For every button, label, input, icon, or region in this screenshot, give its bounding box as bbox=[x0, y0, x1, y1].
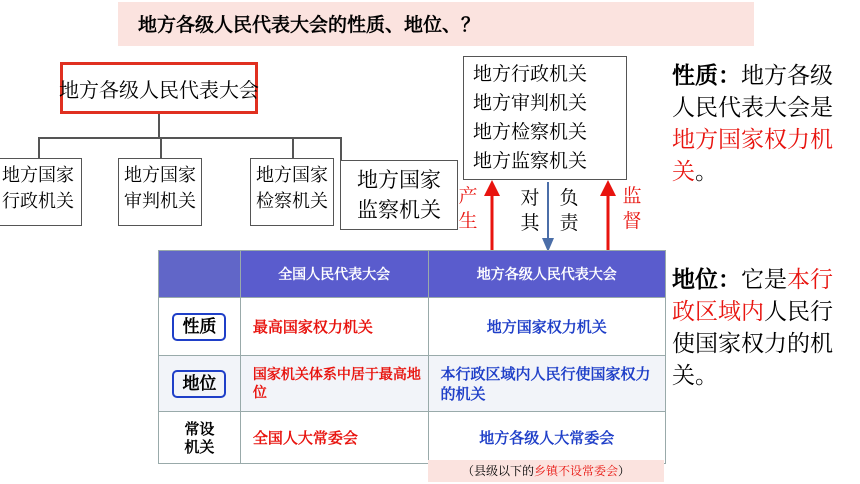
label-fu: 负 bbox=[559, 187, 579, 209]
header-national: 全国人民代表大会 bbox=[240, 251, 428, 298]
label-qi: 其 bbox=[520, 212, 540, 234]
branch-4 bbox=[340, 137, 342, 161]
row-label-standing: 常设机关 bbox=[159, 412, 241, 464]
table-footnote: （县级以下的乡镇不设常委会） bbox=[428, 460, 664, 482]
sub-box-procuratorial: 地方国家 检察机关 bbox=[250, 158, 334, 226]
status-label: 地位 bbox=[672, 267, 718, 293]
row-label-status: 地位 bbox=[172, 370, 226, 398]
sub-box-judicial: 地方国家 审判机关 bbox=[118, 158, 202, 226]
table-row bbox=[159, 412, 666, 464]
table-header-row bbox=[159, 251, 666, 298]
branch-3 bbox=[292, 137, 294, 159]
status-paragraph: 地位：它是本行政区域内人民行使国家权力的机关。 bbox=[672, 267, 833, 389]
label-jian: 监 bbox=[622, 185, 642, 207]
sub-box-supervisory: 地方国家 监察机关 bbox=[340, 160, 458, 230]
sub-box-admin: 地方国家 行政机关 bbox=[0, 158, 82, 226]
label-ze: 责 bbox=[559, 212, 579, 234]
nature-paragraph: 性质：地方各级人民代表大会是地方国家权力机关。 bbox=[672, 63, 833, 185]
cell-national-nature: 最高国家权力机关 bbox=[240, 298, 428, 356]
organ-item: 地方审判机关 bbox=[473, 92, 588, 114]
label-chan: 产 bbox=[458, 185, 478, 207]
row-label-cell bbox=[159, 298, 241, 356]
top-box-local-congress: 地方各级人民代表大会 bbox=[60, 62, 258, 114]
nature-highlight: 地方国家权力机关 bbox=[672, 127, 833, 185]
branch-2 bbox=[160, 137, 162, 159]
cell-local-nature: 地方国家权力机关 bbox=[428, 298, 666, 356]
label-dui: 对 bbox=[520, 187, 540, 209]
cell-local-standing: 地方各级人大常委会 bbox=[428, 412, 666, 464]
header-local: 地方各级人民代表大会 bbox=[428, 251, 666, 298]
organ-item: 地方检察机关 bbox=[473, 121, 588, 143]
row-label-cell bbox=[159, 356, 241, 412]
label-du: 督 bbox=[622, 210, 642, 232]
produce-arrow-head bbox=[484, 180, 500, 196]
cell-national-status: 国家机关体系中居于最高地位 bbox=[240, 356, 428, 412]
branch-1 bbox=[38, 137, 40, 159]
label-sheng: 生 bbox=[458, 210, 478, 232]
organ-item: 地方监察机关 bbox=[473, 150, 588, 172]
status-highlight: 本行政区域内 bbox=[672, 267, 833, 325]
organ-item: 地方行政机关 bbox=[473, 63, 588, 85]
cell-local-status: 本行政区域内人民行使国家权力的机关 bbox=[428, 356, 666, 412]
page-title: 地方各级人民代表大会的性质、地位、？ bbox=[138, 14, 481, 36]
table-corner bbox=[159, 251, 241, 298]
tree-branch bbox=[38, 137, 342, 139]
nature-label: 性质 bbox=[672, 63, 718, 89]
table-row bbox=[159, 298, 666, 356]
table-row bbox=[159, 356, 666, 412]
organ-list-box bbox=[463, 56, 627, 180]
cell-national-standing: 全国人大常委会 bbox=[240, 412, 428, 464]
supervise-arrow-head bbox=[600, 180, 616, 196]
comparison-table bbox=[158, 250, 666, 464]
row-label-nature: 性质 bbox=[172, 313, 226, 341]
tree-trunk bbox=[158, 114, 160, 138]
